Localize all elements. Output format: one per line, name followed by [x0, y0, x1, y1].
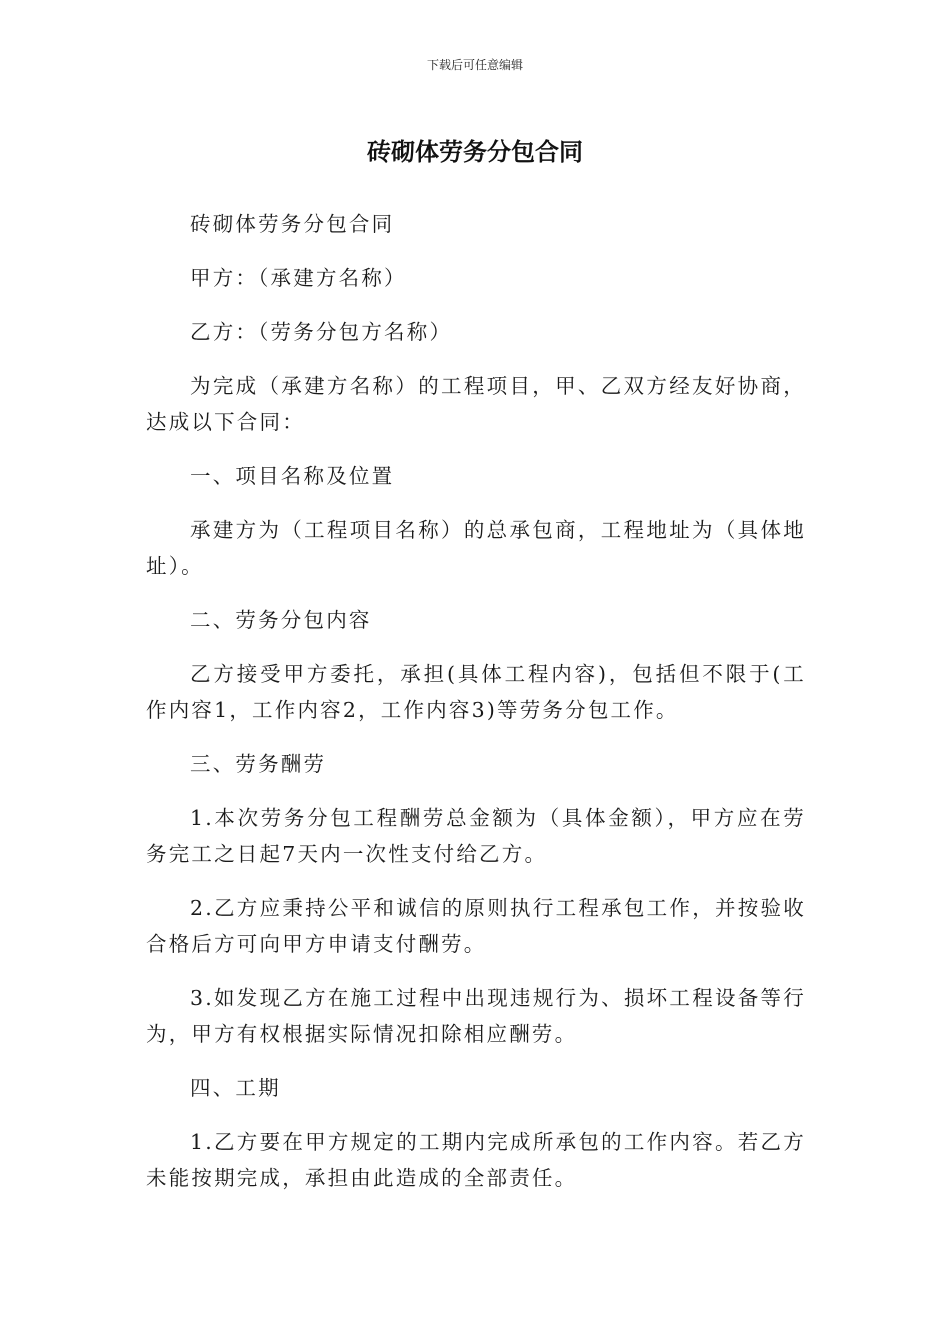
paragraph-schedule-1: 1.乙方要在甲方规定的工期内完成所承包的工作内容。若乙方未能按期完成，承担由此造成的全部责任。: [146, 1130, 806, 1190]
paragraph-contract-name: 砖砌体劳务分包合同: [190, 212, 395, 236]
paragraph-payment-1: 1.本次劳务分包工程酬劳总金额为（具体金额），甲方应在劳务完工之日起7天内一次性支付给乙方。: [146, 806, 806, 866]
paragraph-preamble: 为完成（承建方名称）的工程项目，甲、乙双方经友好协商，达成以下合同：: [146, 374, 806, 434]
section-heading-2: 二、劳务分包内容: [190, 608, 372, 632]
paragraph-party-a: 甲方：（承建方名称）: [190, 266, 407, 290]
paragraph-payment-2: 2.乙方应秉持公平和诚信的原则执行工程承包工作，并按验收合格后方可向甲方申请支付酬劳。: [146, 896, 806, 956]
document-title: 砖砌体劳务分包合同: [367, 138, 583, 166]
paragraph-party-b: 乙方：（劳务分包方名称）: [190, 320, 453, 344]
paragraph-project-location: 承建方为（工程项目名称）的总承包商，工程地址为（具体地址）。: [146, 518, 806, 578]
document-body: [146, 206, 806, 1214]
section-heading-4: 四、工期: [190, 1076, 281, 1100]
section-heading-1: 一、项目名称及位置: [190, 464, 395, 488]
page-header-note: 下载后可任意编辑: [426, 58, 523, 72]
paragraph-payment-3: 3.如发现乙方在施工过程中出现违规行为、损坏工程设备等行为，甲方有权根据实际情况扣除相应酬劳。: [146, 986, 806, 1046]
paragraph-scope: 乙方接受甲方委托，承担(具体工程内容)，包括但不限于(工作内容1，工作内容2，工作内容3)等劳务分包工作。: [146, 662, 806, 722]
section-heading-3: 三、劳务酬劳: [190, 752, 327, 776]
